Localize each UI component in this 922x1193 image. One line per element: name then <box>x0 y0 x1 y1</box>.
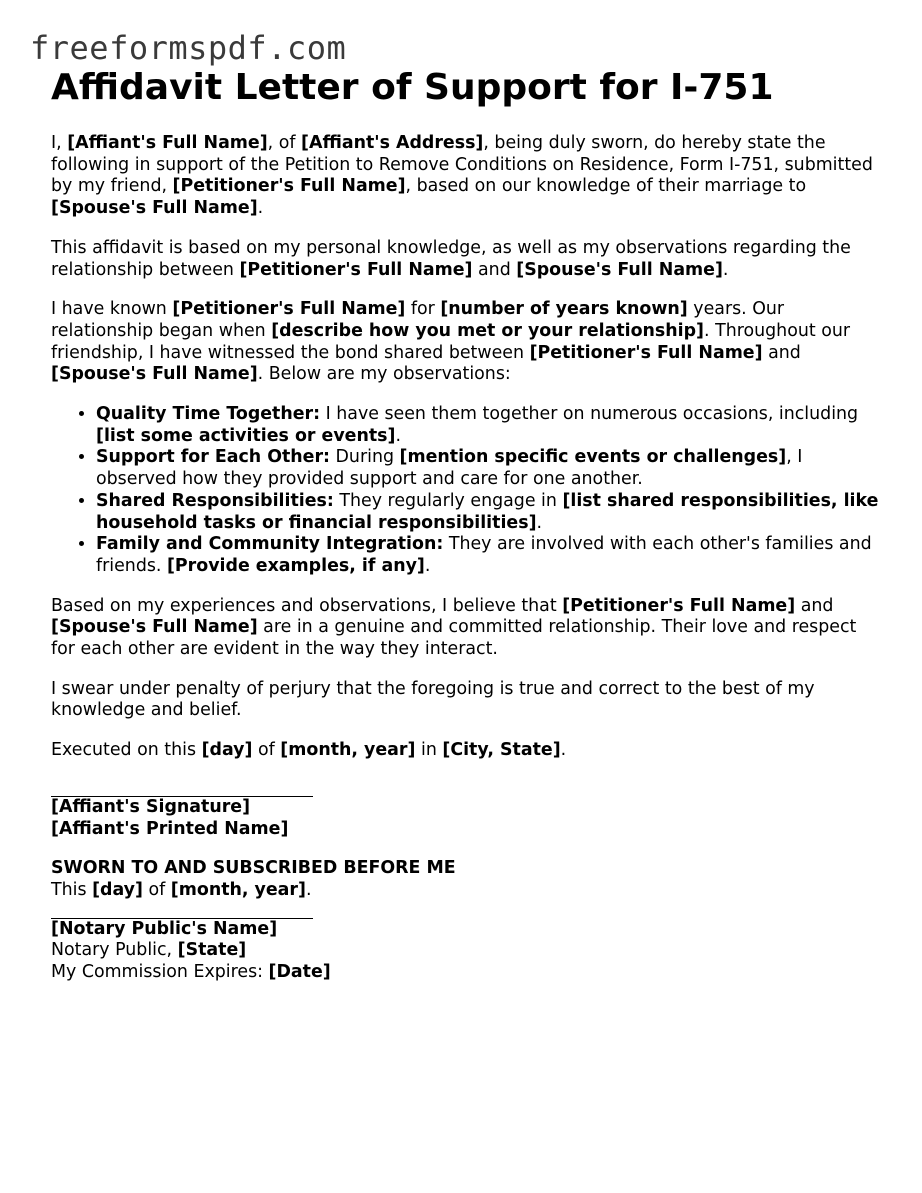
execution-paragraph: Executed on this [day] of [month, year] in [City, State]. <box>51 740 567 761</box>
list-item: • Support for Each Other: During [mention specific events or challenges], I observed how they provided support and care for one another. <box>96 447 881 490</box>
document-body <box>51 133 881 1002</box>
day-placeholder: [day] <box>92 879 143 900</box>
petitioner-name-placeholder: [Petitioner's Full Name] <box>529 342 763 363</box>
watermark: freeformspdf.com <box>30 29 347 67</box>
petitioner-name-placeholder: [Petitioner's Full Name] <box>172 176 406 197</box>
spouse-name-placeholder: [Spouse's Full Name] <box>516 259 723 280</box>
month-year-placeholder: [month, year] <box>170 879 306 900</box>
spouse-name-placeholder: [Spouse's Full Name] <box>51 617 258 638</box>
affiant-name-placeholder: [Affiant's Full Name] <box>67 133 268 153</box>
petitioner-name-placeholder: [Petitioner's Full Name] <box>562 595 796 616</box>
intro-paragraph: I, [Affiant's Full Name], of [Affiant's Address], being duly sworn, do hereby state the following in support of the Petition to Remove Conditions on Residence, Form I-751, submitted by my friend, [Petitioner's Full Name], based on our knowledge of their marriage to [Spouse's Full Name]. <box>51 133 873 219</box>
notary-signature-line[interactable] <box>51 902 313 919</box>
commission-date-placeholder: [Date] <box>268 962 331 983</box>
list-item: • Quality Time Together: I have seen them together on numerous occasions, including [list some activities or events]. <box>96 404 881 447</box>
observations-list <box>51 404 881 578</box>
petitioner-name-placeholder: [Petitioner's Full Name] <box>239 259 473 280</box>
belief-paragraph: Based on my experiences and observations, I believe that [Petitioner's Full Name] and [Spouse's Full Name] are in a genuine and committed relationship. Their love and respect for each other are evident in the way they interact. <box>51 595 857 660</box>
observation-label: Quality Time Together: <box>96 404 321 425</box>
document-title: Affidavit Letter of Support for I-751 <box>51 67 774 108</box>
relationship-paragraph: I have known [Petitioner's Full Name] for [number of years known] years. Our relationship began when [describe how you met or your relationship]. Throughout our friendship, I have witnessed the bond shared between [Petitioner's Full Name] and [Spouse's Full Name]. Below are my observations: <box>51 299 851 385</box>
basis-paragraph: This affidavit is based on my personal knowledge, as well as my observations regarding the relationship between [Petitioner's Full Name] and [Spouse's Full Name]. <box>51 237 851 280</box>
petitioner-name-placeholder: [Petitioner's Full Name] <box>172 299 406 320</box>
affiant-signature-placeholder: [Affiant's Signature] <box>51 796 251 817</box>
how-met-placeholder: [describe how you met or your relationship] <box>271 320 705 341</box>
observation-label: Family and Community Integration: <box>96 534 444 555</box>
notary-block: SWORN TO AND SUBSCRIBED BEFORE ME This [day] of [month, year]. [Notary Public's Name] Notary Public, [State] My Commission Expires: [Date] <box>51 858 456 983</box>
affiant-address-placeholder: [Affiant's Address] <box>301 133 484 153</box>
notary-name-placeholder: [Notary Public's Name] <box>51 918 278 939</box>
years-known-placeholder: [number of years known] <box>440 299 688 320</box>
observation-label: Shared Responsibilities: <box>96 490 334 511</box>
affiant-printed-name-placeholder: [Affiant's Printed Name] <box>51 818 289 839</box>
affiant-signature-block <box>51 780 881 840</box>
state-placeholder: [State] <box>177 940 247 961</box>
day-placeholder: [day] <box>201 740 253 761</box>
signature-line[interactable] <box>51 780 313 797</box>
notary-heading: SWORN TO AND SUBSCRIBED BEFORE ME <box>51 858 456 879</box>
observation-label: Support for Each Other: <box>96 447 331 468</box>
spouse-name-placeholder: [Spouse's Full Name] <box>51 364 258 385</box>
spouse-name-placeholder: [Spouse's Full Name] <box>51 198 258 219</box>
city-state-placeholder: [City, State] <box>442 740 561 761</box>
list-item: • Shared Responsibilities: They regularly engage in [list shared responsibilities, like household tasks or financial responsibilities]. <box>96 491 881 534</box>
month-year-placeholder: [month, year] <box>280 740 416 761</box>
list-item: • Family and Community Integration: They are involved with each other's families and friends. [Provide examples, if any]. <box>96 534 881 577</box>
oath-paragraph: I swear under penalty of perjury that the foregoing is true and correct to the best of my knowledge and belief. <box>51 678 815 721</box>
